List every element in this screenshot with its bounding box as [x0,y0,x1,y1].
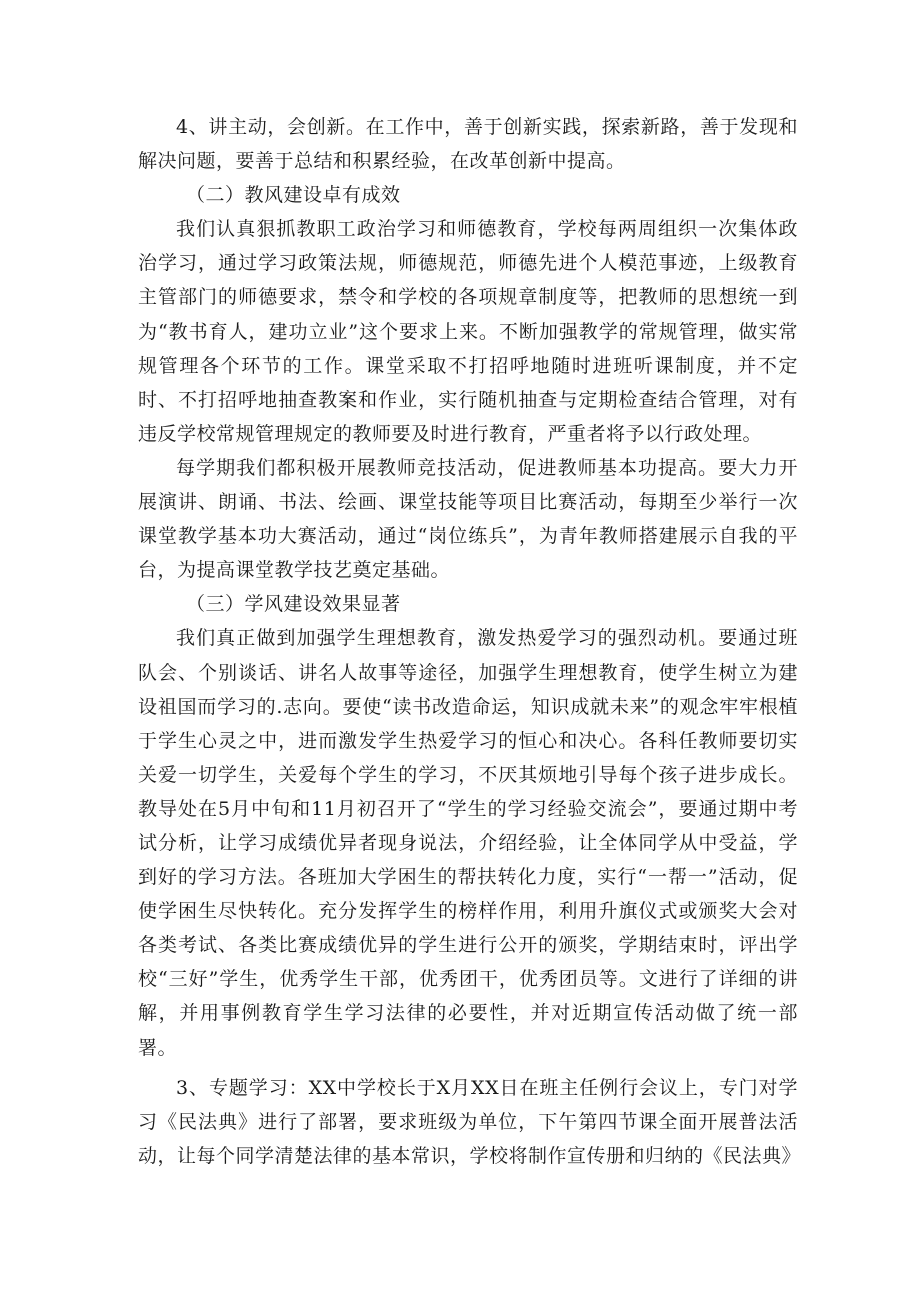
heading-teaching-style: （二）教风建设卓有成效 [186,184,401,207]
document-body [138,110,802,1173]
paragraph-innovation: 4、讲主动，会创新。在工作中，善于创新实践，探索新路，善于发现和解决问题，要善于总结和积累经验，在改革创新中提高。 [138,116,798,173]
paragraph-teacher-competition: 每学期我们都积极开展教师竞技活动，促进教师基本功提高。要大力开展演讲、朗诵、书法、绘画、课堂技能等项目比赛活动，每期至少举行一次课堂教学基本功大赛活动，通过“岗位练兵”，为青年教师搭建展示自我的平台，为提高课堂教学技艺奠定基础。 [138,456,798,582]
paragraph-special-study: 3、专题学习：XX中学校长于X月XX日在班主任例行会议上，专门对学习《民法典》进行了部署，要求班级为单位，下午第四节课全面开展普法活动，让每个同学清楚法律的基本常识，学校将制作宣传册和归纳的《民法典》 [138,1076,802,1167]
heading-study-style: （三）学风建设效果显著 [186,593,401,616]
paragraph-teacher-ethics: 我们认真狠抓教职工政治学习和师德教育，学校每两周组织一次集体政治学习，通过学习政策法规，师德规范，师德先进个人模范事迹，上级教育主管部门的师德要求，禁令和学校的各项规章制度等，把教师的思想统一到为“教书育人，建功立业”这个要求上来。不断加强教学的常规管理，做实常规管理各个环节的工作。课堂采取不打招呼地随时进班听课制度，并不定时、不打招呼地抽查教案和作业，实行随机抽查与定期检查结合管理，对有违反学校常规管理规定的教师要及时进行教育，严重者将予以行政处理。 [138,218,798,445]
paragraph-student-ideals: 我们真正做到加强学生理想教育，激发热爱学习的强烈动机。要通过班队会、个别谈话、讲名人故事等途径，加强学生理想教育，使学生树立为建设祖国而学习的.志向。要使“读书改造命运，知识成就未来”的观念牢牢根植于学生心灵之中，进而激发学生热爱学习的恒心和决心。各科任教师要切实关爱一切学生，关爱每个学生的学习，不厌其烦地引导每个孩子进步成长。教导处在5月中旬和11月初召开了“学生的学习经验交流会”，要通过期中考试分析，让学习成绩优异者现身说法，介绍经验，让全体同学从中受益，学到好的学习方法。各班加大学困生的帮扶转化力度，实行“一帮一”活动，促使学困生尽快转化。充分发挥学生的榜样作用，利用升旗仪式或颁奖大会对各类考试、各类比赛成绩优异的学生进行公开的颁奖，学期结束时，评出学校“三好”学生，优秀学生干部，优秀团干，优秀团员等。文进行了详细的讲解，并用事例教育学生学习法律的必要性，并对近期宣传活动做了统一部署。 [138,627,798,1059]
